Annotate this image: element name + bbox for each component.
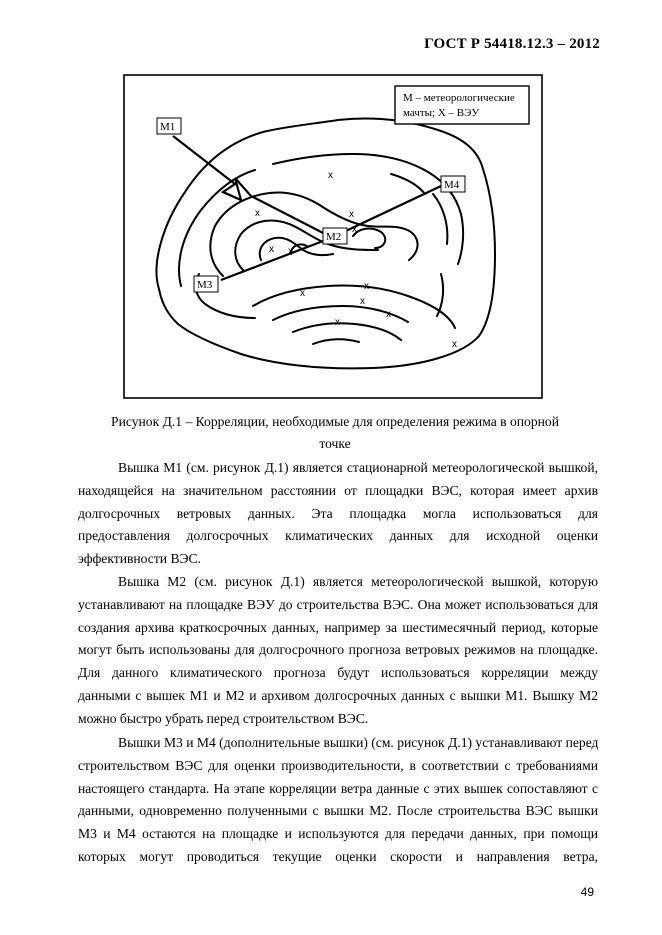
text-line: которых могут проводиться текущие оценки скорости и направления ветра,	[78, 848, 598, 864]
terrain-correlation-figure	[123, 74, 543, 399]
turbine-mark: x	[364, 281, 369, 292]
turbine-mark: x	[335, 317, 340, 328]
text-line: Для данного климатического прогноза будут использоваться корреляции между	[78, 665, 598, 681]
text-line: Вышки М3 и М4 (дополнительные вышки) (см. рисунок Д.1) устанавливают перед	[118, 735, 599, 750]
legend-line-1: М – метеорологические	[403, 92, 515, 104]
turbine-mark: x	[349, 209, 354, 220]
text-line: предоставления долгосрочных климатических данных для исходной оценки	[78, 528, 598, 544]
mast-m4-label: M4	[444, 179, 460, 191]
turbine-mark: x	[300, 288, 305, 299]
turbine-mark: x	[360, 296, 365, 307]
figure-caption	[90, 411, 580, 455]
turbine-mark: x	[386, 309, 391, 320]
legend-line-2: мачты; Х – ВЭУ	[403, 107, 480, 119]
text-line: настоящего стандарта. На этапе корреляции ветра данные с этих вышек сопоставляют с	[78, 780, 598, 796]
text-line: находящейся на значительном расстоянии от площадки ВЭС, которая имеет архив	[78, 482, 598, 498]
text-line: данными с вышек М1 и М2 и архивом долгосрочных данных с вышки М1. Вышку М2	[78, 687, 598, 703]
caption-line-2: точке	[319, 436, 351, 451]
text-line: эффективности ВЭС.	[78, 551, 201, 567]
turbine-mark: x	[452, 339, 457, 350]
caption-line-1: Рисунок Д.1 – Корреляции, необходимые для определения режима в опорной	[111, 414, 559, 429]
page-number: 49	[580, 885, 594, 899]
text-line: Вышка М1 (см. рисунок Д.1) является стационарной метеорологической вышкой,	[118, 460, 598, 475]
document-code-header: ГОСТ Р 54418.12.3 – 2012	[424, 36, 600, 52]
text-line: строительством ВЭС для оценки производительности, в соответствии с требованиями	[78, 757, 598, 773]
paragraph-m1	[78, 457, 598, 571]
text-line: Вышка М2 (см. рисунок Д.1) является метеорологической вышкой, которую	[118, 574, 598, 589]
turbine-mark: x	[269, 244, 274, 255]
terrain-map	[123, 74, 543, 399]
text-line: создания архива краткосрочных данных, например за шестимесячный период, которые	[78, 619, 598, 635]
mast-m1-label: M1	[160, 121, 176, 133]
paragraph-m2	[78, 571, 598, 731]
paragraph-m3-m4	[78, 732, 598, 869]
text-line: данными, одновременно полученными с вышки М2. После строительства ВЭС вышки	[78, 803, 598, 819]
turbine-mark: x	[328, 170, 333, 181]
text-line: долгосрочных ветровых данных. Эта площадка могла использоваться для	[78, 505, 598, 521]
turbine-mark: x	[288, 246, 293, 257]
text-line: могут быть использованы для долгосрочного прогноза ветровых режимов на площадке.	[78, 642, 598, 658]
turbine-mark: x	[352, 224, 357, 235]
mast-m3-label: M3	[197, 279, 213, 291]
turbine-marks	[255, 170, 457, 350]
mast-m2-label: M2	[326, 231, 342, 243]
text-line: М3 и М4 остаются на площадке и используются для передачи данных, при помощи	[78, 826, 598, 842]
turbine-mark: x	[255, 208, 260, 219]
text-line: устанавливают на площадке ВЭУ до строительства ВЭС. Она может использоваться для	[78, 596, 598, 612]
text-line: можно быстро убрать перед строительством ВЭС.	[78, 710, 369, 726]
